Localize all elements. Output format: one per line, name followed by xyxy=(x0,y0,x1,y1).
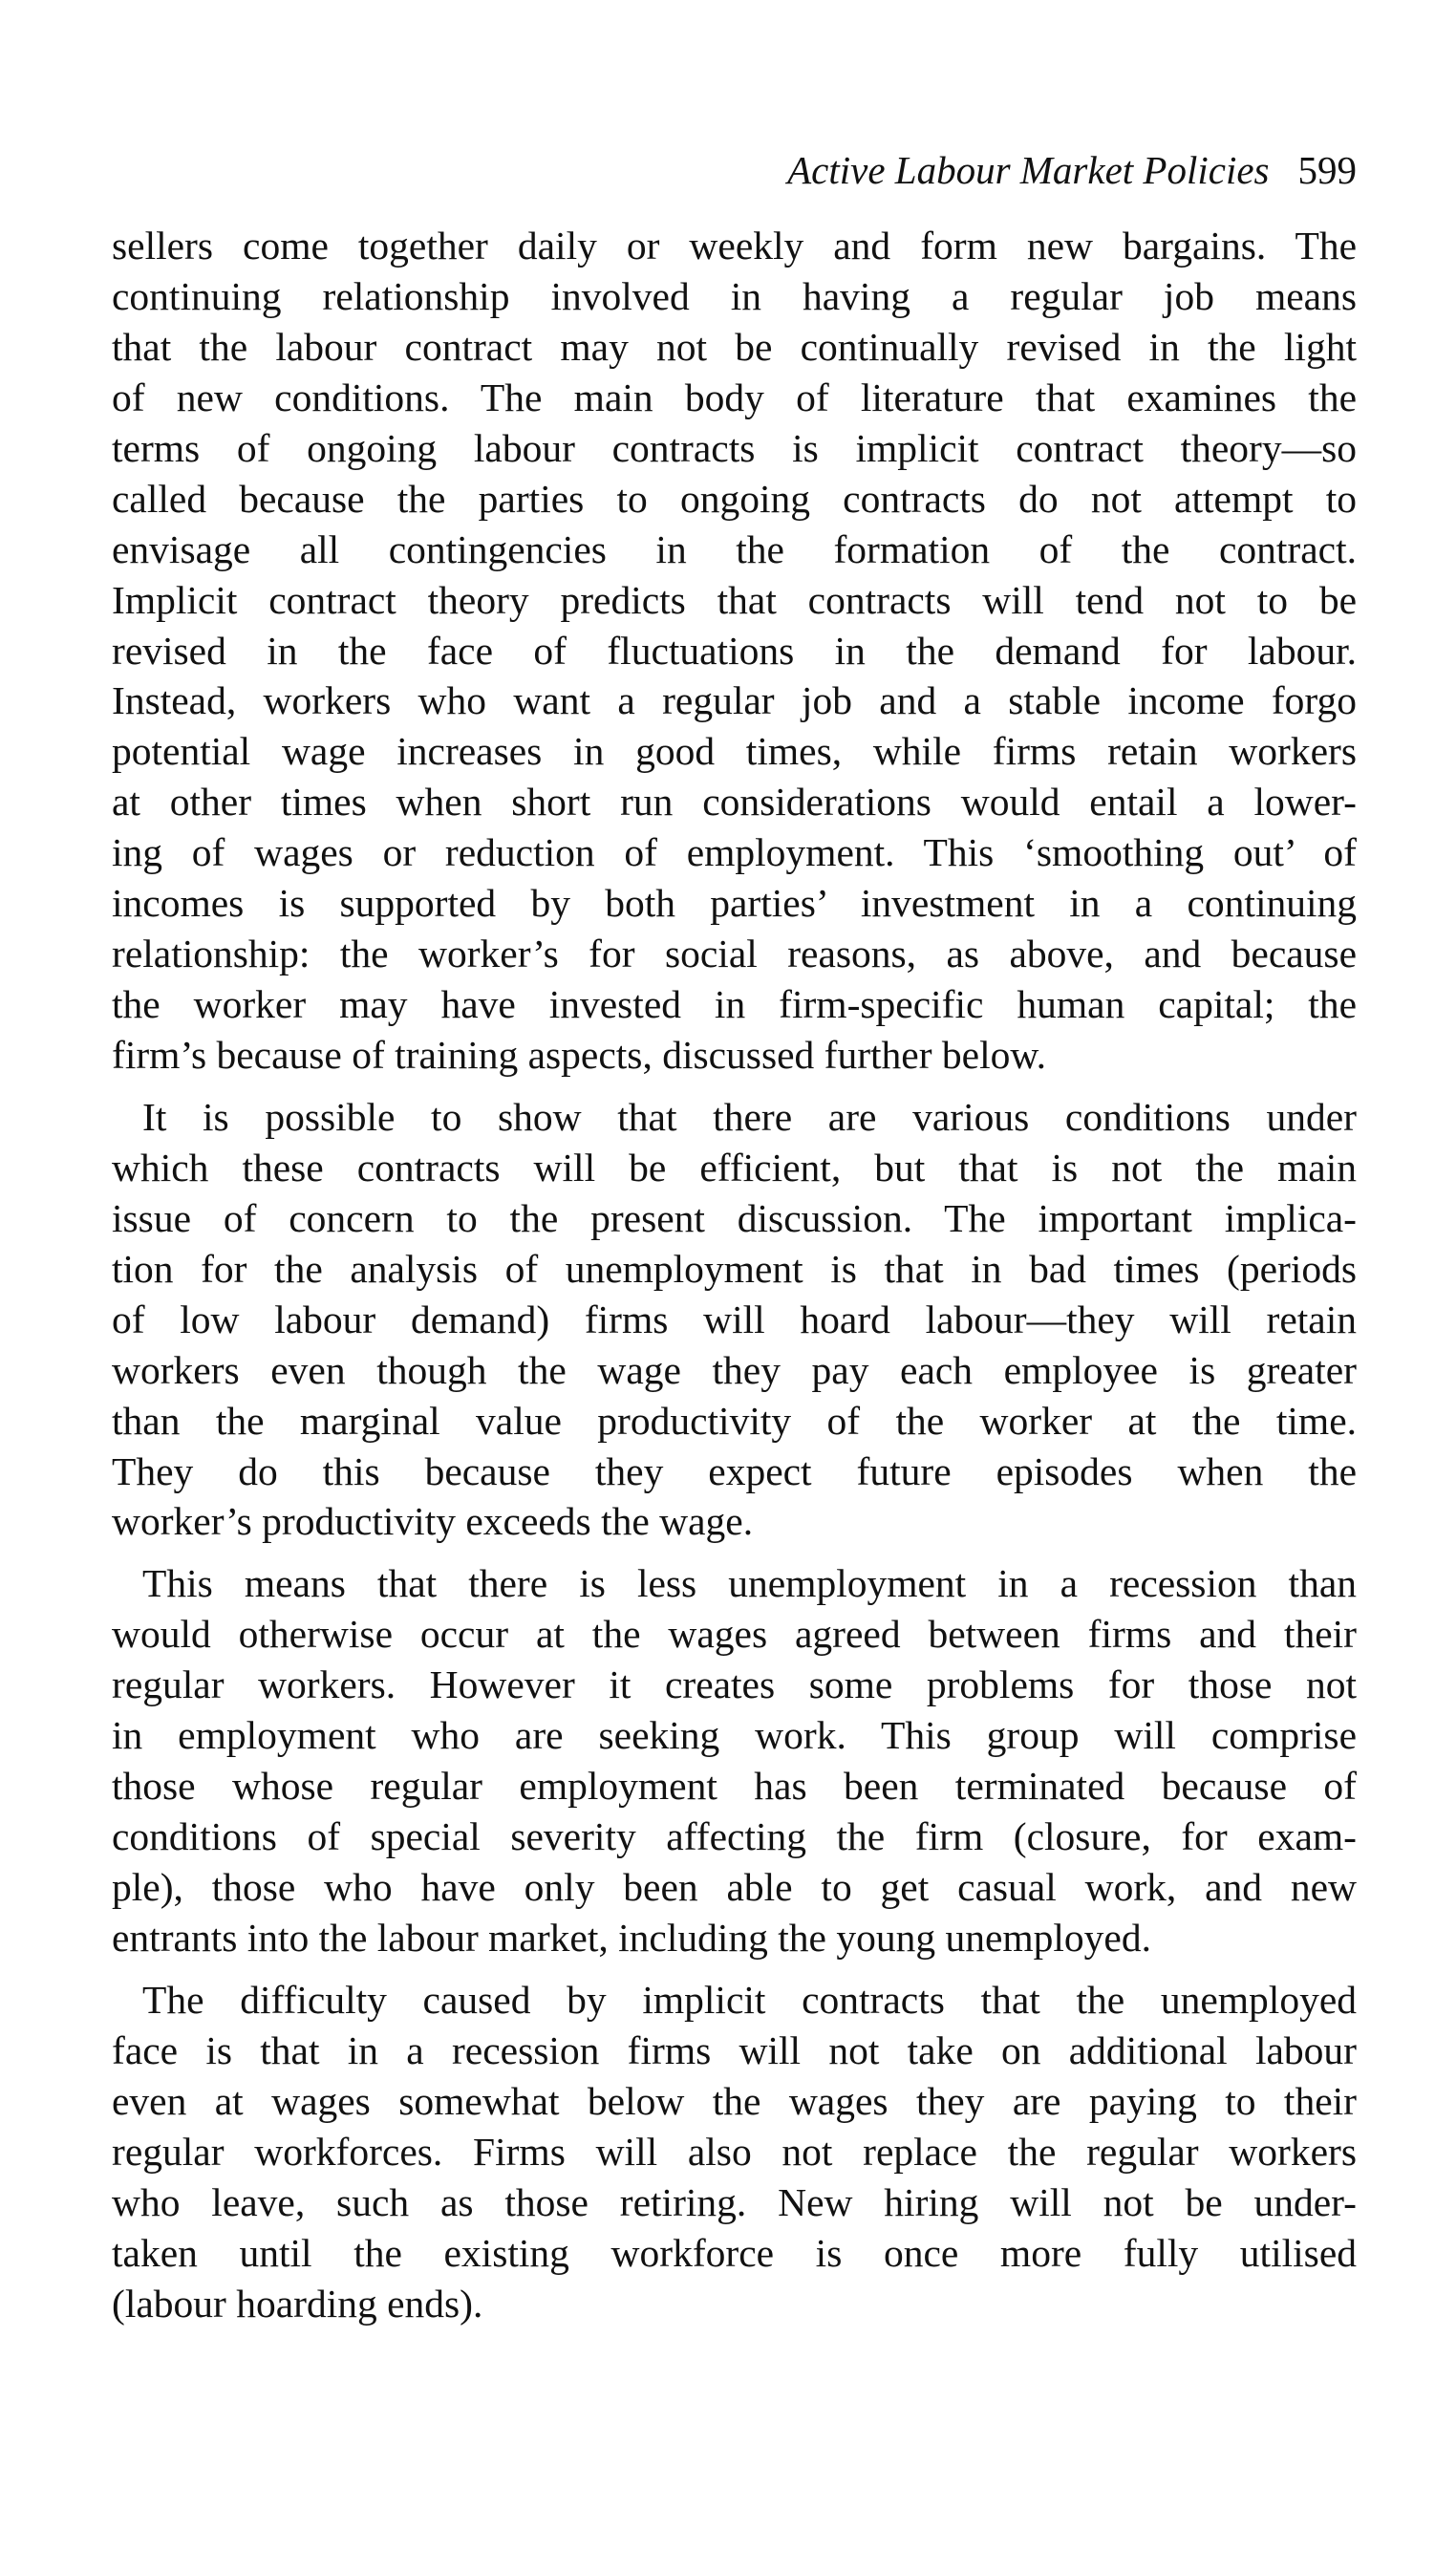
text-line: They do this because they expect future episodes when the xyxy=(112,1448,1357,1493)
text-line: at other times when short run considerations would entail a lower- xyxy=(112,780,1357,825)
text-line: the worker may have invested in firm-specific human capital; the xyxy=(112,982,1357,1027)
text-line: face is that in a recession firms will not take on additional labour xyxy=(112,2027,1357,2072)
paragraph-3 xyxy=(112,1558,1357,1963)
text-line: (labour hoarding ends). xyxy=(112,2281,483,2326)
text-line: It is possible to show that there are various conditions under xyxy=(142,1094,1357,1139)
paragraph-gap xyxy=(112,1547,1357,1558)
text-line: Implicit contract theory predicts that contracts will tend not to be xyxy=(112,577,1357,622)
text-line: that the labour contract may not be continually revised in the light xyxy=(112,324,1357,369)
text-line: those whose regular employment has been terminated because of xyxy=(112,1764,1357,1809)
text-line: regular workers. However it creates some problems for those not xyxy=(112,1662,1357,1707)
text-line: worker’s productivity exceeds the wage. xyxy=(112,1499,754,1544)
text-line: than the marginal value productivity of the worker at the time. xyxy=(112,1398,1357,1443)
text-line: tion for the analysis of unemployment is that in bad times (periods xyxy=(112,1246,1357,1291)
running-head xyxy=(112,141,1357,199)
paragraph-4 xyxy=(112,1975,1357,2329)
text-line: would otherwise occur at the wages agreed between firms and their xyxy=(112,1612,1357,1657)
text-line: in employment who are seeking work. This group will comprise xyxy=(112,1713,1357,1758)
text-line: called because the parties to ongoing contracts do not attempt to xyxy=(112,476,1357,521)
text-line: which these contracts will be efficient, but that is not the main xyxy=(112,1145,1357,1190)
text-line: taken until the existing workforce is once more fully utilised xyxy=(112,2230,1357,2275)
paragraph-2 xyxy=(112,1092,1357,1547)
text-line: continuing relationship involved in having a regular job means xyxy=(112,273,1357,318)
paragraph-gap xyxy=(112,1081,1357,1092)
text-line: issue of concern to the present discussion. The important implica- xyxy=(112,1195,1357,1240)
text-line: This means that there is less unemployment in a recession than xyxy=(142,1561,1357,1606)
text-line: ple), those who have only been able to get casual work, and new xyxy=(112,1865,1357,1909)
text-line: potential wage increases in good times, while firms retain workers xyxy=(112,729,1357,774)
text-line: of low labour demand) firms will hoard labour—they will retain xyxy=(112,1297,1357,1341)
text-line: workers even though the wage they pay each employee is greater xyxy=(112,1347,1357,1392)
running-head-title: Active Labour Market Policies xyxy=(787,148,1270,192)
text-line: relationship: the worker’s for social reasons, as above, and because xyxy=(112,932,1357,976)
text-line: even at wages somewhat below the wages they are paying to their xyxy=(112,2078,1357,2123)
text-line: ing of wages or reduction of employment. This ‘smoothing out’ of xyxy=(112,830,1357,875)
text-line: regular workforces. Firms will also not replace the regular workers xyxy=(112,2129,1357,2174)
page-number: 599 xyxy=(1297,148,1357,192)
text-line: sellers come together daily or weekly and form new bargains. The xyxy=(112,224,1357,268)
text-line: envisage all contingencies in the formation of the contract. xyxy=(112,526,1357,571)
text-line: firm’s because of training aspects, discussed further below. xyxy=(112,1033,1047,1077)
text-line: who leave, such as those retiring. New hiring will not be under- xyxy=(112,2179,1357,2224)
text-line: entrants into the labour market, including the young unemployed. xyxy=(112,1915,1151,1960)
text-line: Instead, workers who want a regular job and a stable income forgo xyxy=(112,678,1357,723)
text-line: of new conditions. The main body of literature that examines the xyxy=(112,375,1357,419)
paragraph-gap xyxy=(112,1963,1357,1975)
text-line: The difficulty caused by implicit contracts that the unemployed xyxy=(142,1977,1357,2022)
body-text xyxy=(112,221,1357,2328)
text-line: conditions of special severity affecting the firm (closure, for exam- xyxy=(112,1814,1357,1859)
text-line: incomes is supported by both parties’ investment in a continuing xyxy=(112,881,1357,926)
text-line: revised in the face of fluctuations in the demand for labour. xyxy=(112,628,1357,673)
text-line: terms of ongoing labour contracts is implicit contract theory—so xyxy=(112,425,1357,470)
paragraph-1 xyxy=(112,221,1357,1081)
